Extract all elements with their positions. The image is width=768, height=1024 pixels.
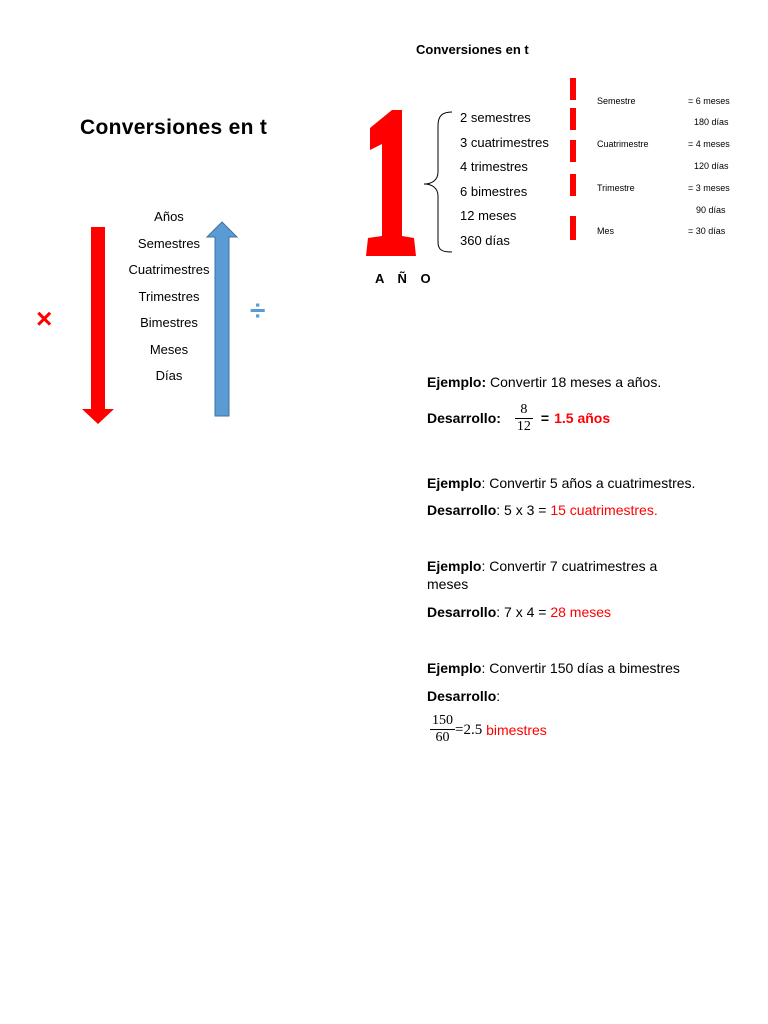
fraction-numerator: 8 <box>515 402 533 419</box>
development-label: Desarrollo <box>427 688 497 704</box>
calculation-4 <box>430 713 750 746</box>
development-label: Desarrollo <box>427 604 497 620</box>
fraction-denominator: 12 <box>516 418 531 434</box>
number-one-text: 1 <box>362 108 363 109</box>
example-2 <box>427 474 747 492</box>
equivalence-item: 6 bimestres <box>460 183 528 199</box>
equals-sign: = <box>540 410 550 426</box>
example-label: Ejemplo <box>427 660 482 676</box>
example-4 <box>427 659 747 677</box>
development-text: : 5 x 3 = <box>496 502 551 518</box>
fraction <box>430 713 455 746</box>
unit-meses: Meses <box>149 341 189 357</box>
development-3 <box>427 603 747 621</box>
table-value: = 30 días <box>688 226 726 236</box>
dashed-divider <box>568 78 578 242</box>
example-text: : Convertir 7 cuatrimestres a meses <box>427 558 658 592</box>
unit-dias: Días <box>155 368 183 383</box>
table-value: = 6 meses <box>688 96 730 106</box>
brace-icon <box>422 110 456 254</box>
equivalence-item: 360 días <box>460 232 510 248</box>
example-text: : Convertir 150 días a bimestres <box>481 660 680 676</box>
arrow-down-icon <box>80 226 116 426</box>
result: 1.5 años <box>554 410 611 426</box>
year-equivalences <box>460 110 549 258</box>
development-1 <box>427 400 747 436</box>
unit-cuatrimestres: Cuatrimestres <box>128 262 210 277</box>
conversion-table <box>597 94 747 244</box>
fraction-denominator: 60 <box>435 730 450 745</box>
example-1 <box>427 373 747 391</box>
table-value: 120 días <box>694 161 729 171</box>
unit-bimestres: Bimestres <box>140 315 198 330</box>
development-text: : 7 x 4 = <box>496 604 551 620</box>
unit-trimestres: Trimestres <box>138 288 200 304</box>
unit-anos: Años <box>154 209 184 224</box>
result: 15 cuatrimestres. <box>550 502 658 518</box>
example-label: Ejemplo <box>427 475 482 491</box>
equivalence-item: 12 meses <box>460 208 517 224</box>
fraction-numerator: 150 <box>432 713 453 728</box>
calculation-result: =2.5 <box>455 721 483 738</box>
table-value: 180 días <box>694 117 729 127</box>
table-label: Trimestre <box>597 183 635 193</box>
page-title: Conversiones en t <box>80 116 268 139</box>
table-label: Mes <box>597 226 615 236</box>
example-label: Ejemplo: <box>427 374 487 390</box>
example-text: : Convertir 5 años a cuatrimestres. <box>481 475 696 491</box>
year-label: A Ñ O <box>375 271 436 286</box>
table-label: Cuatrimestre <box>597 139 649 149</box>
multiply-icon: × <box>36 303 53 334</box>
unit-semestres: Semestres <box>137 235 201 251</box>
development-colon: : <box>496 688 501 704</box>
table-label: Semestre <box>597 96 636 106</box>
page-title-top: Conversiones en t <box>416 42 529 57</box>
equivalence-item: 4 trimestres <box>460 159 528 175</box>
example-label: Ejemplo <box>427 558 482 574</box>
divide-icon: ÷ <box>250 295 266 326</box>
development-4 <box>427 687 747 705</box>
development-label: Desarrollo <box>427 502 497 518</box>
example-3 <box>427 557 697 593</box>
result: 28 meses <box>550 604 612 620</box>
result: bimestres <box>482 721 547 738</box>
equivalence-item: 3 cuatrimestres <box>460 134 549 150</box>
table-value: = 4 meses <box>688 139 730 149</box>
development-label: Desarrollo: <box>427 410 501 426</box>
development-2 <box>427 501 747 519</box>
example-text: Convertir 18 meses a años. <box>486 374 662 390</box>
number-one-graphic <box>362 108 418 258</box>
equivalence-item: 2 semestres <box>460 110 531 125</box>
fraction <box>515 402 533 435</box>
table-value: 90 días <box>696 205 726 215</box>
time-units-list <box>118 208 220 394</box>
table-value: = 3 meses <box>688 183 730 193</box>
